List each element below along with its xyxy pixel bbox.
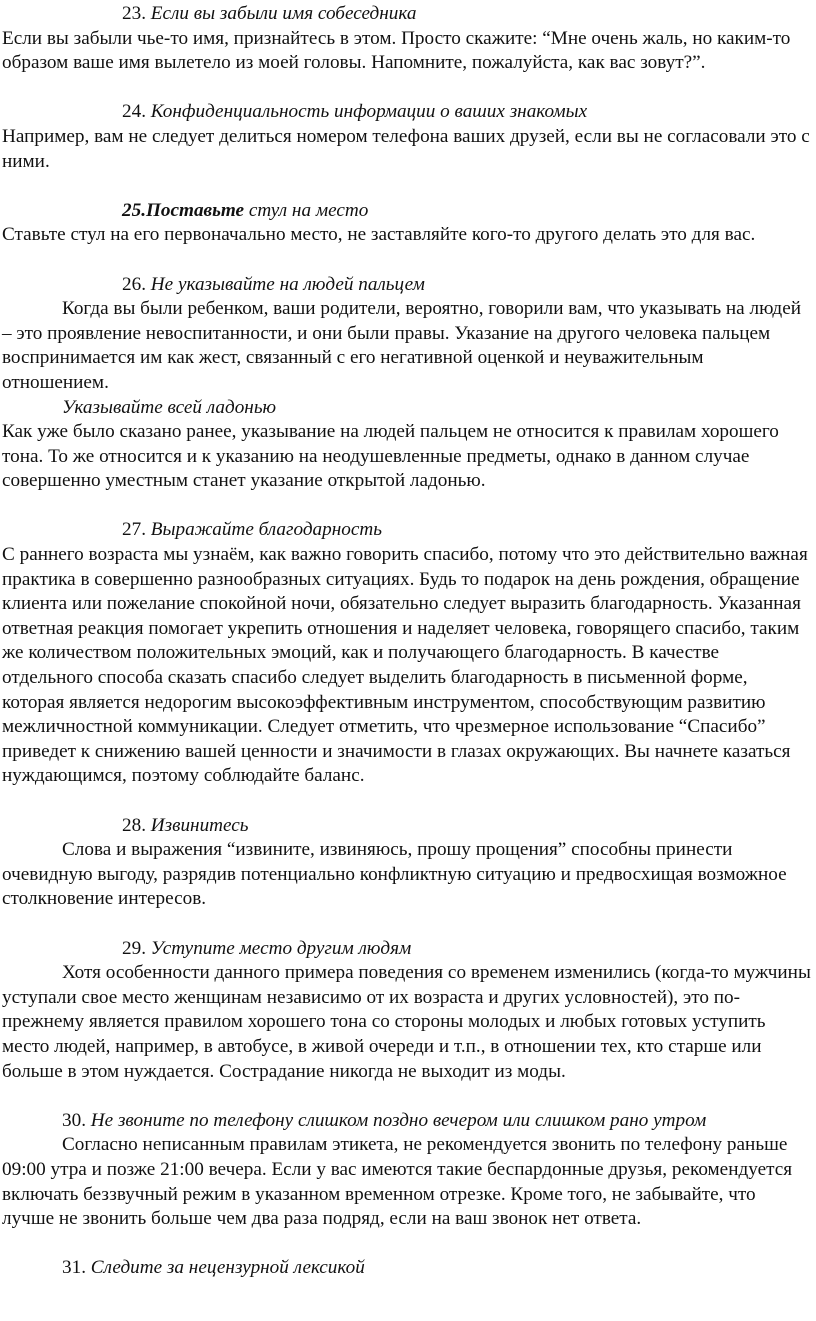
section-title-rest: стул на место: [244, 199, 369, 221]
section-heading: [2, 1256, 816, 1281]
section-25: [2, 199, 816, 248]
paragraph: Согласно неписанным правилам этикета, не рекомендуется звонить по телефону раньше 09:00 утра и позже 21:00 вечера. Если у вас имеются такие беспардонные друзья, рекомендуется включать беззвучный режим в указанном временном отрезке. Кроме того, не забывайте, что лучше не звонить больше чем два раза подряд, если на ваш звонок нет ответа.: [2, 1134, 793, 1230]
paragraph: Хотя особенности данного примера поведения со временем изменились (когда-то мужчины уступали свое место женщинам независимо от их возраста и других условностей), это по-прежнему является правилом хорошего тона со стороны молодых и любых готовых уступить место людей, например, в автобусе, в живой очереди и т.п., в отношении тех, кто старше или больше в этом нуждается. Сострадание никогда не выходит из моды.: [2, 962, 811, 1082]
section-31: [2, 1256, 816, 1281]
section-heading: [2, 273, 816, 298]
section-number: 25.: [122, 199, 146, 221]
paragraph: Когда вы были ребенком, ваши родители, вероятно, говорили вам, что указывать на людей – это проявление невоспитанности, и они были правы. Указание на другого человека пальцем воспринимается им как жест, связанный с его негативной оценкой и неуважительным отношением.: [2, 298, 801, 393]
section-title: Не звоните по телефону слишком поздно вечером или слишком рано утром: [90, 1109, 707, 1131]
section-heading: [2, 2, 816, 27]
section-28: [2, 814, 816, 912]
section-27: [2, 518, 816, 789]
section-title: Следите за нецензурной лексикой: [90, 1257, 365, 1279]
section-29: [2, 937, 816, 1085]
section-24: [2, 100, 816, 174]
section-heading: [2, 814, 816, 839]
section-number: 27.: [122, 519, 146, 541]
section-title-bold: Поставьте: [145, 199, 245, 221]
paragraph: Слова и выражения “извините, извиняюсь, прошу прощения” способны принести очевидную выгоду, разрядив потенциально конфликтную ситуацию и предвосхищая возможное столкновение интересов.: [2, 839, 787, 910]
paragraph: С раннего возраста мы узнаём, как важно говорить спасибо, потому что это действительно важная практика в совершенно разнообразных ситуациях. Будь то подарок на день рождения, обращение клиента или пожелание спокойной ночи, обязательно следует выразить благодарность. Указанная ответная реакция помогает укрепить отношения и наделяет человека, говорящего спасибо, таким же количеством положительных эмоций, как и получающего благодарность. В качестве отдельного способа сказать спасибо следует выделить благодарность в письменной форме, которая является недорогим высокоэффективным инструментом, способствующим развитию межличностной коммуникации. Следует отметить, что чрезмерное использование “Спасибо” приведет к снижению вашей ценности и значимости в глазах окружающих. Вы начнете казаться нуждающимся, поэтому соблюдайте баланс.: [2, 544, 808, 787]
section-title: Извинитесь: [150, 814, 249, 836]
section-number: 29.: [122, 937, 146, 959]
paragraph: Если вы забыли чье-то имя, признайтесь в этом. Просто скажите: “Мне очень жаль, но каким-то образом ваше имя вылетело из моей головы. Напомните, пожалуйста, как вас зовут?”.: [2, 27, 791, 74]
subsection-heading: Указывайте всей ладонью: [62, 396, 277, 418]
section-number: 30.: [62, 1109, 86, 1131]
section-heading: [2, 1109, 816, 1134]
paragraph: Например, вам не следует делиться номером телефона ваших друзей, если вы не согласовали это с ними.: [2, 125, 810, 172]
paragraph: Как уже было сказано ранее, указывание на людей пальцем не относится к правилам хорошего тона. То же относится и к указанию на неодушевленные предметы, однако в данном случае совершенно уместным станет указание открытой ладонью.: [2, 421, 779, 492]
section-heading: [2, 100, 816, 125]
section-number: 26.: [122, 273, 146, 295]
section-23: [2, 2, 816, 76]
section-title: Уступите место другим людям: [150, 937, 412, 959]
section-heading: [2, 937, 816, 962]
section-number: 24.: [122, 101, 146, 123]
section-title: Выражайте благодарность: [150, 519, 382, 541]
section-title: Если вы забыли имя собеседника: [150, 3, 417, 24]
section-heading: [2, 199, 816, 224]
paragraph: Ставьте стул на его первоначально место, не заставляйте кого-то другого делать это для вас.: [2, 224, 756, 246]
section-number: 23.: [122, 3, 146, 24]
section-number: 28.: [122, 814, 146, 836]
section-title: Конфиденциальность информации о ваших знакомых: [150, 101, 588, 123]
section-heading: [2, 518, 816, 543]
section-26: [2, 273, 816, 494]
section-title: Не указывайте на людей пальцем: [150, 273, 425, 295]
section-30: [2, 1109, 816, 1232]
section-number: 31.: [62, 1257, 86, 1279]
